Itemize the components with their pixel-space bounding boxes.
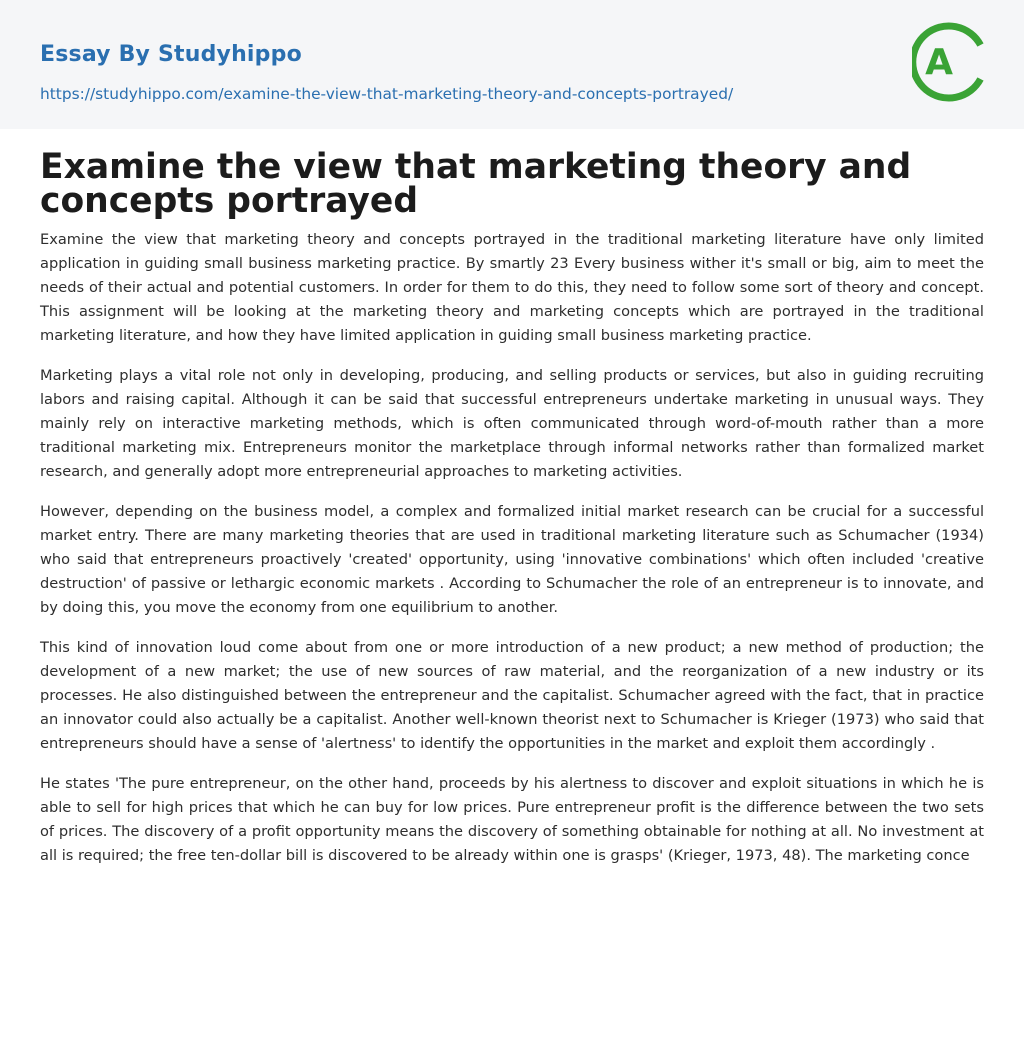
studyhippo-logo-icon[interactable] — [912, 18, 986, 106]
essay-paragraph: Examine the view that marketing theory and concepts portrayed in the traditional marketing literature have only limited application in guiding small business marketing practice. By smartly 23 Every business wither it's small or big, aim to meet the needs of their actual and potential customers. In order for them to do this, they need to follow some sort of theory and concept. This assignment will be looking at the marketing theory and marketing concepts which are portrayed in the traditional marketing literature, and how they have limited application in guiding small business marketing practice. — [40, 231, 984, 344]
essay-paragraph: He states 'The pure entrepreneur, on the other hand, proceeds by his alertness to discover and exploit situations in which he is able to sell for high prices that which he can buy for low prices. Pure entrepreneur profit is the difference between the two sets of prices. The discovery of a profit opportunity means the discovery of something obtainable for nothing at all. No investment at all is required; the free ten-dollar bill is discovered to be already within one is grasps' (Krieger, 1973, 48). The marketing conce — [40, 775, 984, 864]
essay-paragraph: However, depending on the business model, a complex and formalized initial market research can be crucial for a successful market entry. There are many marketing theories that are used in traditional marketing literature such as Schumacher (1934) who said that entrepreneurs proactively 'created' opportunity, using 'innovative combinations' which often included 'creative destruction' of passive or lethargic economic markets . According to Schumacher the role of an entrepreneur is to innovate, and by doing this, you move the economy from one equilibrium to another. — [40, 503, 984, 616]
site-header — [0, 0, 1024, 129]
essay-body — [40, 228, 984, 884]
logo-letter: A — [925, 42, 953, 83]
essay-url-link[interactable]: https://studyhippo.com/examine-the-view-that-marketing-theory-and-concepts-portrayed/ — [40, 85, 734, 103]
essay-paragraph: This kind of innovation loud come about from one or more introduction of a new product; a new method of production; the development of a new market; the use of new sources of raw material, and the reorganization of a new industry or its processes. He also distinguished between the entrepreneur and the capitalist. Schumacher agreed with the fact, that in practice an innovator could also actually be a capitalist. Another well-known theorist next to Schumacher is Krieger (1973) who said that entrepreneurs should have a sense of 'alertness' to identify the opportunities in the market and exploit them accordingly . — [40, 639, 984, 752]
site-brand[interactable]: Essay By Studyhippo — [40, 42, 302, 67]
essay-paragraph: Marketing plays a vital role not only in developing, producing, and selling products or services, but also in guiding recruiting labors and raising capital. Although it can be said that successful entrepreneurs undertake marketing in unusual ways. They mainly rely on interactive marketing methods, which is often communicated through word-of-mouth rather than a more traditional marketing mix. Entrepreneurs monitor the marketplace through informal networks rather than formalized market research, and generally adopt more entrepreneurial approaches to marketing activities. — [40, 367, 984, 480]
essay-title: Examine the view that marketing theory and concepts portrayed — [40, 147, 912, 221]
